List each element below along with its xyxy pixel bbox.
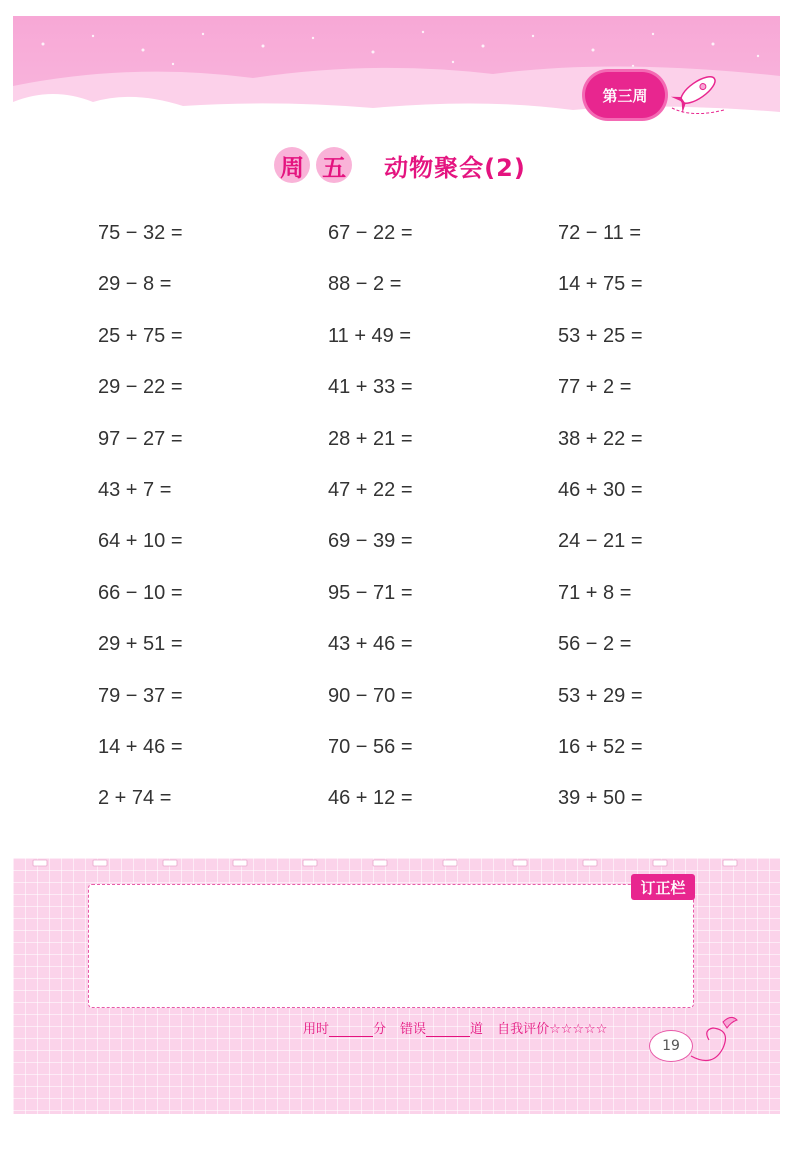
correction-box[interactable] (88, 884, 694, 1008)
arithmetic-problem: 71 + 8 = (558, 582, 632, 604)
arithmetic-problem: 47 + 22 = (328, 479, 413, 501)
page-number: 19 (649, 1030, 693, 1062)
error-label: 错误 (400, 1022, 427, 1037)
arithmetic-problem: 88 − 2 = (328, 273, 402, 295)
rocket-icon (662, 66, 732, 120)
minute-unit: 分 (373, 1022, 387, 1037)
arithmetic-problem: 64 + 10 = (98, 530, 183, 552)
week-badge: 第三周 (585, 72, 665, 118)
arithmetic-problem: 69 − 39 = (328, 530, 413, 552)
arithmetic-problem: 43 + 7 = (98, 479, 172, 501)
arithmetic-problem: 56 − 2 = (558, 633, 632, 655)
arithmetic-problem: 97 − 27 = (98, 428, 183, 450)
arithmetic-problem: 29 − 22 = (98, 376, 183, 398)
arithmetic-problem: 66 − 10 = (98, 582, 183, 604)
arithmetic-problem: 46 + 12 = (328, 787, 413, 809)
arithmetic-problem: 16 + 52 = (558, 736, 643, 758)
question-unit: 道 (470, 1022, 484, 1037)
swirl-decoration (683, 1008, 743, 1068)
arithmetic-problem: 95 − 71 = (328, 582, 413, 604)
error-blank[interactable] (426, 1022, 470, 1037)
arithmetic-problem: 38 + 22 = (558, 428, 643, 450)
arithmetic-problem: 2 + 74 = (98, 787, 172, 809)
arithmetic-problem: 14 + 75 = (558, 273, 643, 295)
arithmetic-problem: 70 − 56 = (328, 736, 413, 758)
binder-holes (13, 858, 780, 870)
arithmetic-problem: 11 + 49 = (328, 325, 412, 347)
arithmetic-problem: 29 + 51 = (98, 633, 183, 655)
arithmetic-problem: 29 − 8 = (98, 273, 172, 295)
arithmetic-problem: 67 − 22 = (328, 222, 413, 244)
arithmetic-problem: 25 + 75 = (98, 325, 183, 347)
arithmetic-problem: 77 + 2 = (558, 376, 632, 398)
page-title (0, 142, 800, 188)
correction-area (13, 858, 780, 1114)
arithmetic-problem: 90 − 70 = (328, 685, 413, 707)
arithmetic-problem: 46 + 30 = (558, 479, 643, 501)
arithmetic-problem: 75 − 32 = (98, 222, 183, 244)
arithmetic-problem: 53 + 25 = (558, 325, 643, 347)
time-label: 用时 (303, 1022, 330, 1037)
stats-line (303, 1018, 607, 1037)
arithmetic-problem: 41 + 33 = (328, 376, 413, 398)
self-eval-label: 自我评价 (497, 1022, 550, 1037)
arithmetic-problem: 39 + 50 = (558, 787, 643, 809)
arithmetic-problem: 53 + 29 = (558, 685, 643, 707)
day-char-five: 五 (316, 147, 352, 183)
arithmetic-problem: 14 + 46 = (98, 736, 183, 758)
topic-title: 动物聚会(2) (384, 153, 526, 182)
arithmetic-problem: 43 + 46 = (328, 633, 413, 655)
arithmetic-problem: 79 − 37 = (98, 685, 183, 707)
arithmetic-problem: 72 − 11 = (558, 222, 642, 244)
arithmetic-problem: 28 + 21 = (328, 428, 413, 450)
arithmetic-problem: 24 − 21 = (558, 530, 643, 552)
rating-stars[interactable]: ☆☆☆☆☆ (549, 1022, 608, 1037)
correction-label: 订正栏 (631, 874, 695, 900)
time-blank[interactable] (329, 1022, 373, 1037)
day-char-week: 周 (274, 147, 310, 183)
